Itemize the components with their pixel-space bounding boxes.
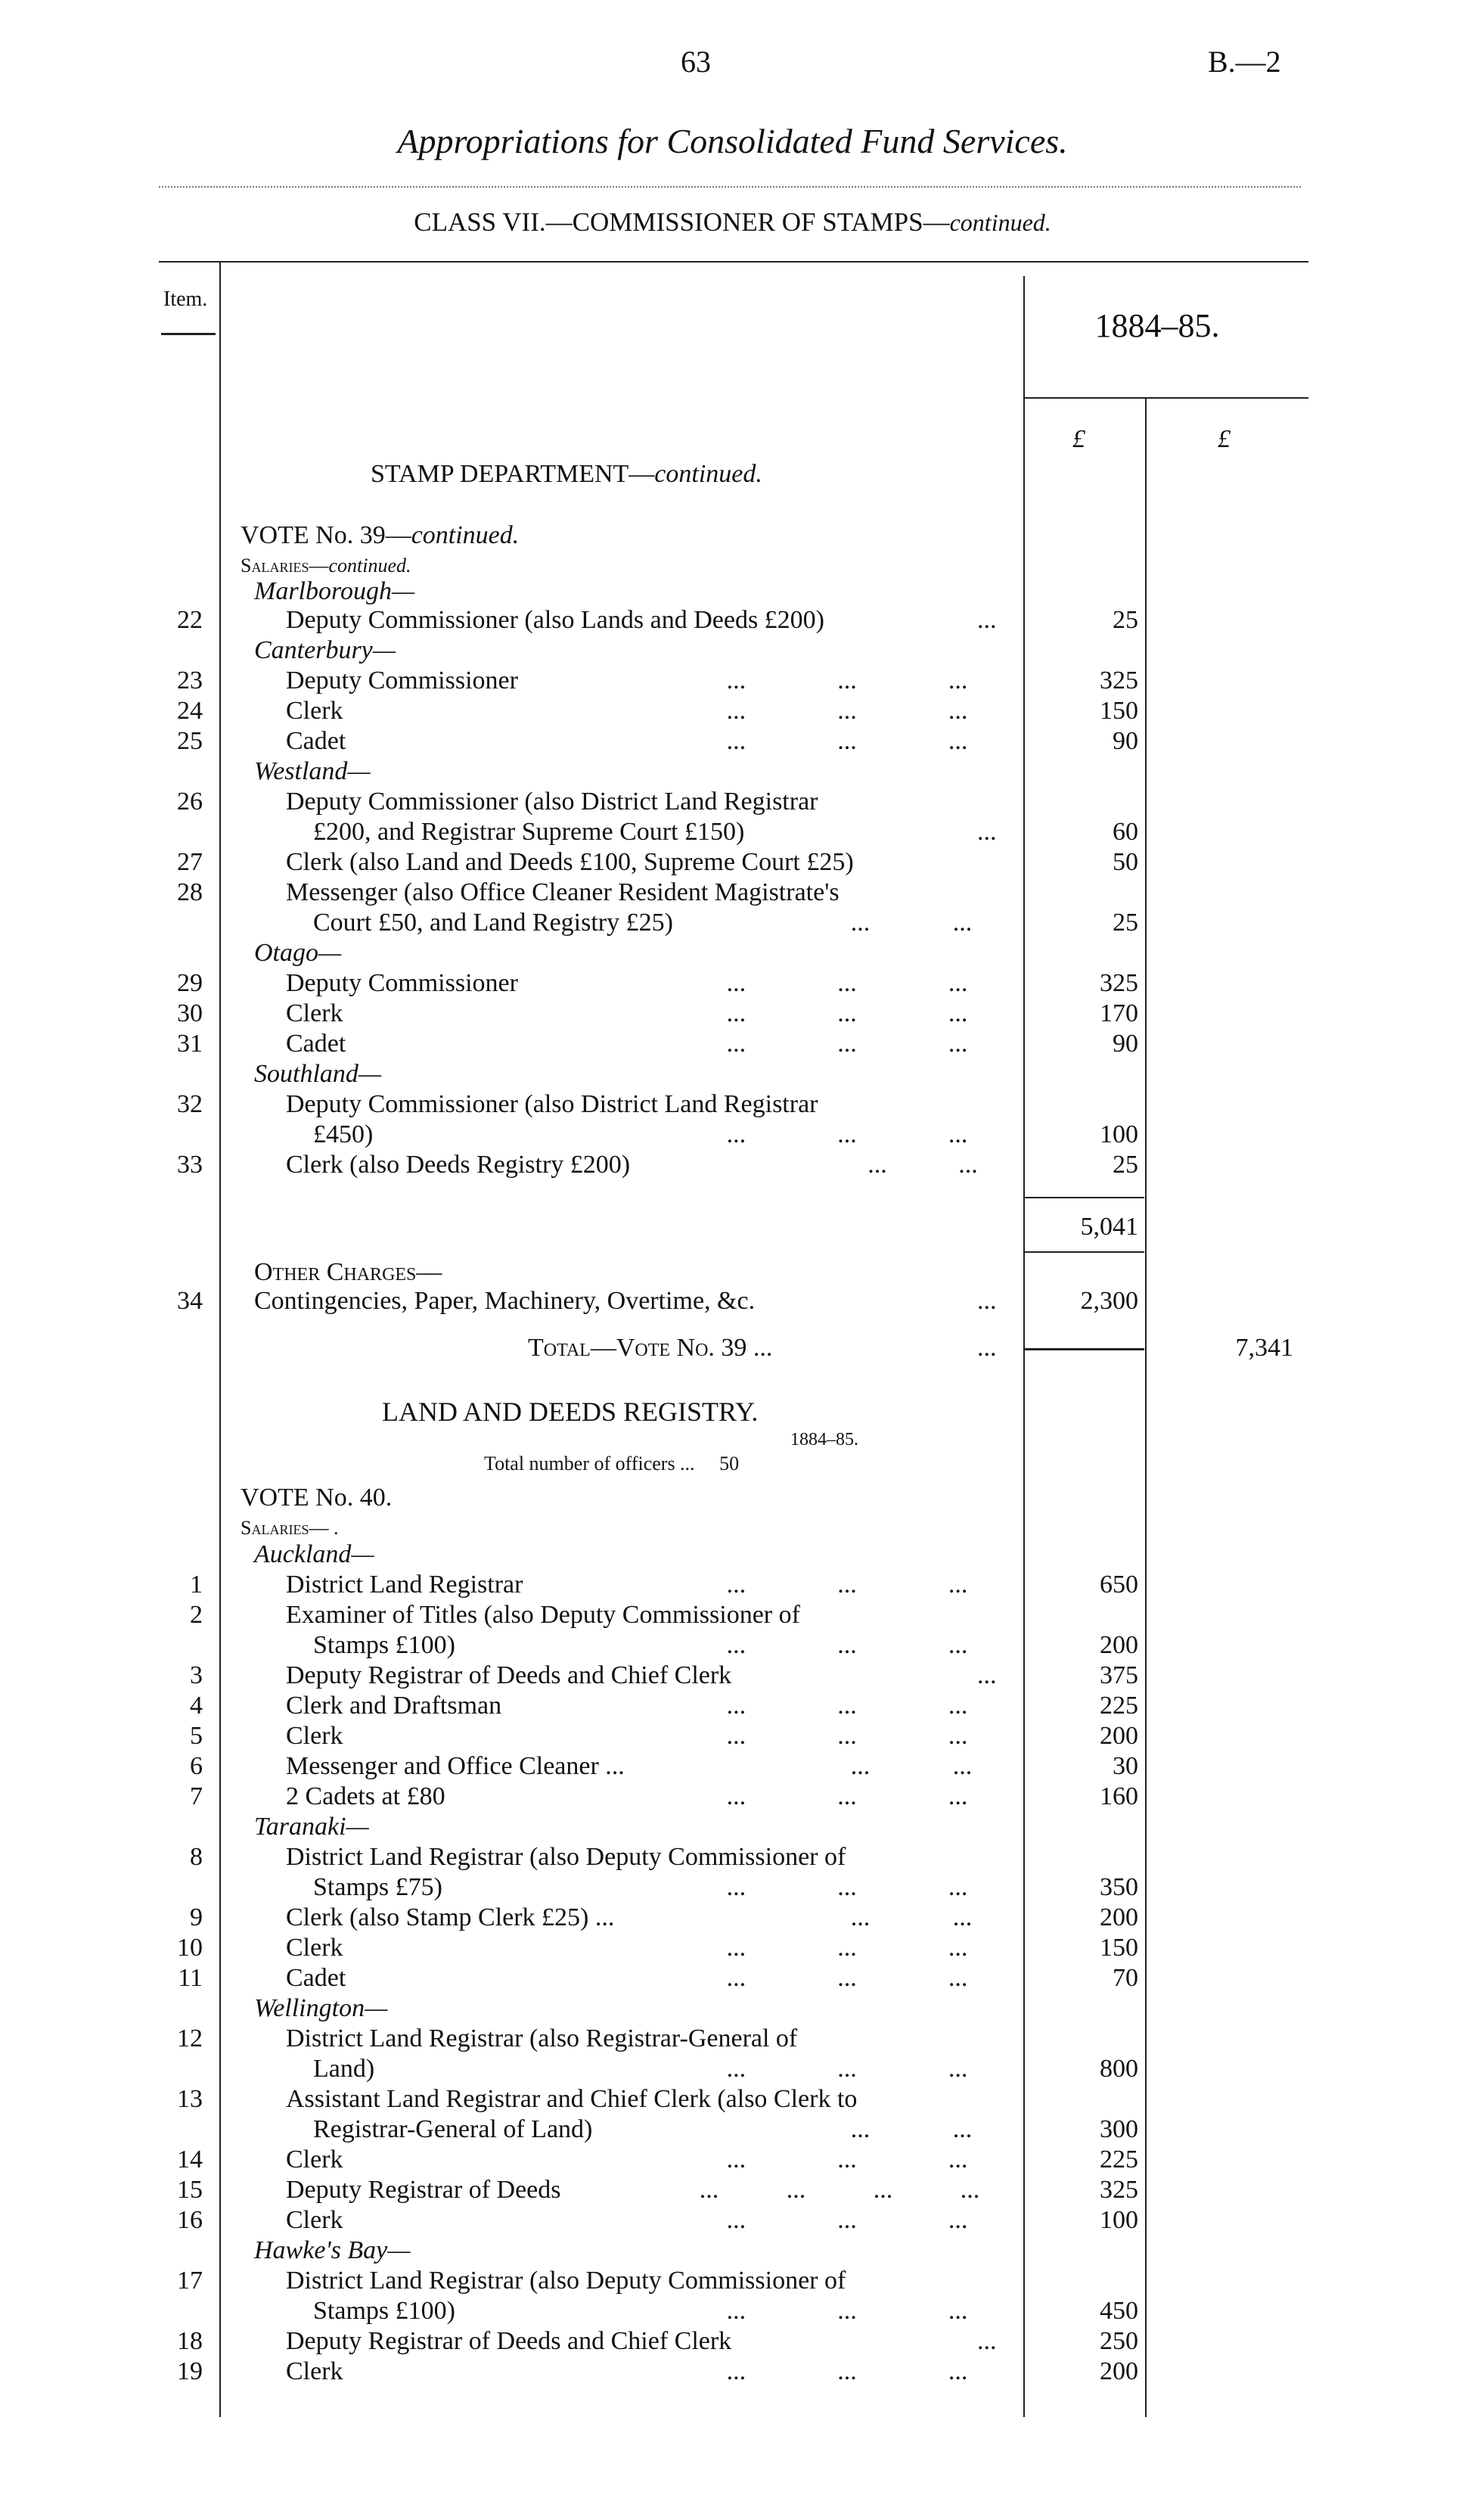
table-row: 6 Messenger and Office Cleaner ... ... ... 30 <box>190 1752 1138 1780</box>
table-row: 5 Clerk ... ... ... 200 <box>190 1722 1138 1750</box>
dot-leader: ... <box>952 1752 973 1780</box>
salaries-heading: Salaries—continued. <box>241 555 411 576</box>
dot-leader: ... <box>726 1934 746 1962</box>
dot-leader: ... <box>952 1903 973 1931</box>
table-row: 25 Cadet ... ... ... 90 <box>177 727 1138 755</box>
pound-unit-label: £ <box>1218 425 1231 453</box>
vote-total-row: Total—Vote No. 39 ... ... 7,341 <box>528 1334 1293 1362</box>
dot-leader: ... <box>726 2206 746 2234</box>
dot-leader: ... <box>726 667 746 694</box>
dot-leader: ... <box>726 1692 746 1720</box>
other-charges-heading: Other Charges— <box>254 1258 442 1286</box>
subtotal-row: 5,041 <box>1080 1213 1138 1241</box>
dot-leader: ... <box>837 2146 857 2174</box>
dot-leader: ... <box>837 697 857 725</box>
dot-leader: ... <box>837 1782 857 1810</box>
dot-leader: ... <box>726 697 746 725</box>
table-row-continuation: £200, and Registrar Supreme Court £150) ... 60 <box>313 818 1138 846</box>
table-row: 2 Examiner of Titles (also Deputy Commissioner of <box>190 1601 800 1629</box>
officers-year: 1884–85. <box>790 1430 858 1450</box>
dot-leader: ... <box>948 1571 968 1599</box>
table-row: 30 Clerk ... ... ... 170 <box>177 999 1138 1027</box>
officers-count: Total number of officers ... 50 <box>484 1453 740 1474</box>
table-row: 15 Deputy Registrar of Deeds ... ... ... ... 325 <box>177 2176 1138 2204</box>
table-row: 14 Clerk ... ... ... 225 <box>177 2146 1138 2174</box>
dot-leader: ... <box>726 727 746 755</box>
dotted-divider <box>159 186 1301 188</box>
district-heading: Southland— <box>254 1060 382 1088</box>
dot-leader: ... <box>948 1782 968 1810</box>
table-row: 18 Deputy Registrar of Deeds and Chief Clerk ... 250 <box>177 2327 1138 2355</box>
dot-leader: ... <box>726 2146 746 2174</box>
vote-heading: VOTE No. 39—continued. <box>241 521 520 549</box>
vote-total: 7,341 <box>1235 1334 1293 1362</box>
district-heading: Westland— <box>254 757 371 785</box>
dot-leader: ... <box>837 1722 857 1750</box>
table-row: 3 Deputy Registrar of Deeds and Chief Clerk ... 375 <box>190 1661 1138 1689</box>
dot-leader: ... <box>837 667 857 694</box>
district-heading: Otago— <box>254 939 342 967</box>
dot-leader: ... <box>850 909 871 937</box>
dot-leader: ... <box>948 667 968 694</box>
dot-leader: ... <box>948 2055 968 2083</box>
dot-leader: ... <box>726 1782 746 1810</box>
dot-leader: ... <box>837 1692 857 1720</box>
dot-leader: ... <box>948 1120 968 1148</box>
section-heading: STAMP DEPARTMENT—continued. <box>371 460 762 488</box>
district-heading: Marlborough— <box>254 577 415 605</box>
dot-leader: ... <box>960 2176 980 2204</box>
table-row: 11 Cadet ... ... ... 70 <box>178 1964 1138 1992</box>
table-row-continuation: Court £50, and Land Registry £25) ... ... 25 <box>313 909 1138 937</box>
dot-leader: ... <box>726 2055 746 2083</box>
table-row: 8 District Land Registrar (also Deputy Commissioner of <box>190 1843 846 1871</box>
district-heading: Auckland— <box>254 1540 374 1568</box>
dot-leader: ... <box>850 1903 871 1931</box>
dot-leader: ... <box>948 1030 968 1058</box>
dot-leader: ... <box>948 1722 968 1750</box>
dot-leader: ... <box>952 2115 973 2143</box>
district-heading: Wellington— <box>254 1994 388 2022</box>
table-row-continuation: Stamps £100) ... ... ... 450 <box>313 2297 1138 2325</box>
table-row: 32 Deputy Commissioner (also District Land Registrar <box>177 1090 818 1118</box>
dot-leader: ... <box>726 1722 746 1750</box>
table-row: 23 Deputy Commissioner ... ... ... 325 <box>177 667 1138 694</box>
dot-leader: ... <box>948 2357 968 2385</box>
dot-leader: ... <box>837 727 857 755</box>
page-title: Appropriations for Consolidated Fund Services. <box>397 122 1068 160</box>
table-row: 28 Messenger (also Office Cleaner Resident Magistrate's <box>177 878 840 906</box>
dot-leader: ... <box>699 2176 719 2204</box>
dot-leader: ... <box>726 999 746 1027</box>
dot-leader: ... <box>850 2115 871 2143</box>
pound-unit-label: £ <box>1072 425 1085 453</box>
dot-leader: ... <box>726 1964 746 1992</box>
dot-leader: ... <box>873 2176 893 2204</box>
table-row: 12 District Land Registrar (also Registrar-General of <box>177 2024 798 2052</box>
table-row: 7 2 Cadets at £80 ... ... ... 160 <box>190 1782 1138 1810</box>
dot-leader: ... <box>726 1030 746 1058</box>
dot-leader: ... <box>948 1873 968 1901</box>
table-row: 1 District Land Registrar ... ... ... 650 <box>190 1571 1138 1599</box>
subtotal-underline <box>1025 1251 1144 1253</box>
dot-leader: ... <box>868 1151 887 1179</box>
dot-leader: ... <box>837 1964 857 1992</box>
table-row: 26 Deputy Commissioner (also District Land Registrar <box>177 788 818 816</box>
dot-leader: ... <box>948 1934 968 1962</box>
class-heading: CLASS VII.—COMMISSIONER OF STAMPS—continued. <box>414 207 1051 237</box>
year-underline <box>1023 397 1308 399</box>
page-number: 63 <box>681 45 711 79</box>
dot-leader: ... <box>948 727 968 755</box>
table-row-continuation: Stamps £75) ... ... ... 350 <box>313 1873 1138 1901</box>
year-column-header: 1884–85. <box>1094 307 1220 344</box>
table-row: 22 Deputy Commissioner (also Lands and Deeds £200) ... 25 <box>177 606 1138 634</box>
table-row: 17 District Land Registrar (also Deputy Commissioner of <box>177 2267 846 2295</box>
dot-leader: ... <box>837 2055 857 2083</box>
table-row-continuation: Land) ... ... ... 800 <box>313 2055 1138 2083</box>
subtotal-rule <box>1025 1197 1144 1198</box>
dot-leader: ... <box>948 999 968 1027</box>
dot-leader: ... <box>837 2357 857 2385</box>
dot-leader: ... <box>948 697 968 725</box>
district-heading: Taranaki— <box>254 1813 369 1841</box>
dot-leader: ... <box>948 1631 968 1659</box>
dot-leader: ... <box>837 1934 857 1962</box>
dot-leader: ... <box>948 2297 968 2325</box>
dot-leader: ... <box>948 1692 968 1720</box>
table-row: 4 Clerk and Draftsman ... ... ... 225 <box>190 1692 1138 1720</box>
table-row: 16 Clerk ... ... ... 100 <box>177 2206 1138 2234</box>
dot-leader: ... <box>837 2297 857 2325</box>
table-row: 24 Clerk ... ... ... 150 <box>177 697 1138 725</box>
table-row: 9 Clerk (also Stamp Clerk £25) ... ... ... 200 <box>190 1903 1138 1931</box>
dot-leader: ... <box>948 2146 968 2174</box>
dot-leader: ... <box>837 1631 857 1659</box>
dot-leader: ... <box>786 2176 806 2204</box>
dot-leader: ... <box>837 1873 857 1901</box>
table-top-rule <box>159 261 1308 263</box>
dot-leader: ... <box>726 2357 746 2385</box>
dot-leader: ... <box>948 1964 968 1992</box>
item-header-underline <box>161 333 216 335</box>
section-heading: LAND AND DEEDS REGISTRY. <box>382 1397 759 1427</box>
dot-leader: ... <box>726 1571 746 1599</box>
dot-leader: ... <box>837 1571 857 1599</box>
dot-leader: ... <box>726 1873 746 1901</box>
vote-heading: VOTE No. 40. <box>241 1484 393 1512</box>
dot-leader: ... <box>726 1631 746 1659</box>
table-row: 19 Clerk ... ... ... 200 <box>177 2357 1138 2385</box>
document-code: B.—2 <box>1208 45 1281 79</box>
dot-leader: ... <box>726 1120 746 1148</box>
table-row: 29 Deputy Commissioner ... ... ... 325 <box>177 969 1138 997</box>
dot-leader: ... <box>952 909 973 937</box>
dot-leader: ... <box>726 969 746 997</box>
table-row: 34 Contingencies, Paper, Machinery, Overtime, &c. ... 2,300 <box>177 1287 1138 1315</box>
table-row-continuation: Registrar-General of Land) ... ... 300 <box>313 2115 1138 2143</box>
dot-leader: ... <box>837 1030 857 1058</box>
salaries-heading: Salaries— . <box>241 1517 339 1539</box>
table-row: 10 Clerk ... ... ... 150 <box>177 1934 1138 1962</box>
dot-leader: ... <box>948 969 968 997</box>
table-row-continuation: £450) ... ... ... 100 <box>313 1120 1138 1148</box>
dot-leader: ... <box>837 2206 857 2234</box>
table-row-continuation: Stamps £100) ... ... ... 200 <box>313 1631 1138 1659</box>
dot-leader: ... <box>837 969 857 997</box>
district-heading: Hawke's Bay— <box>254 2236 411 2264</box>
table-row: 13 Assistant Land Registrar and Chief Clerk (also Clerk to <box>177 2085 858 2113</box>
dot-leader: ... <box>837 1120 857 1148</box>
table-row: 27 Clerk (also Land and Deeds £100, Supreme Court £25) 50 <box>177 848 1138 876</box>
dot-leader: ... <box>850 1752 871 1780</box>
table-row: 33 Clerk (also Deeds Registry £200) ... ... 25 <box>177 1151 1138 1179</box>
dot-leader: ... <box>958 1151 978 1179</box>
table-row: 31 Cadet ... ... ... 90 <box>177 1030 1138 1058</box>
dot-leader: ... <box>837 999 857 1027</box>
district-heading: Canterbury— <box>254 636 396 664</box>
dot-leader: ... <box>948 2206 968 2234</box>
dot-leader: ... <box>726 2297 746 2325</box>
item-column-header: Item. <box>163 287 208 311</box>
